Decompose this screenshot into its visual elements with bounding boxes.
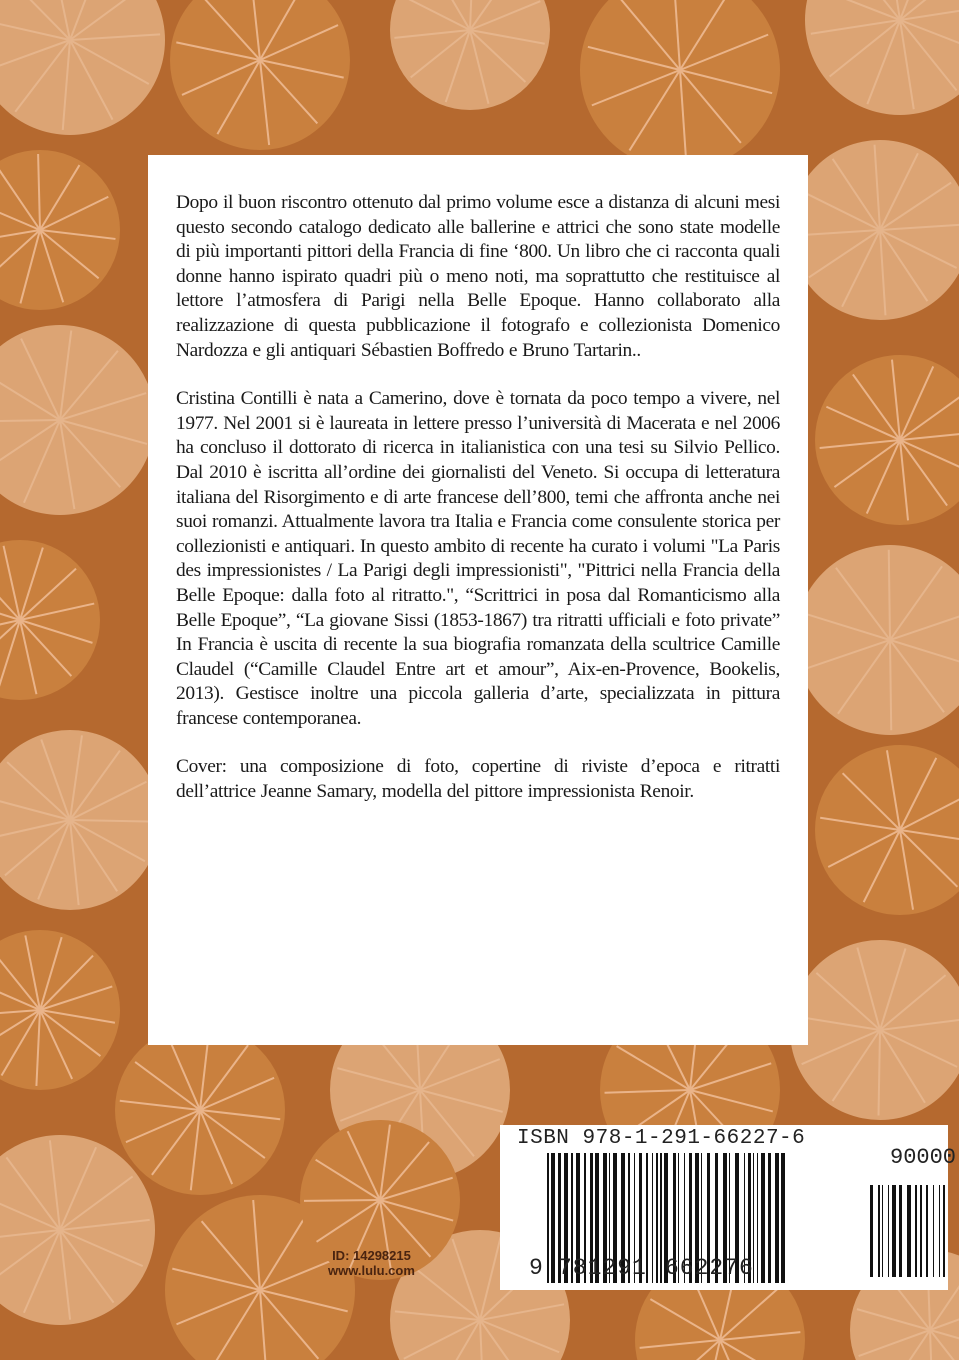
publisher-url: www.lulu.com bbox=[328, 1263, 415, 1278]
decorative-circle bbox=[0, 730, 160, 910]
barcode-bar bbox=[757, 1153, 758, 1283]
book-summary-paragraph: Dopo il buon riscontro ottenuto dal primo volume esce a distanza di alcuni mesi questo secondo catalogo dedicato alle ballerine e attrici che sono state modelle di più importanti pittori della Francia di fine ‘800. Un libro che ci racconta quali donne hanno ispirato quadri più o meno noti, ma soprattutto che restituisce al lettore l’atmosfera di Parigi nella Belle Epoque. Hanno collaborato alla realizzazione di questa pubblicazione il fotografo e collezionista Domenico Nardozza e gli antiquari Sébastien Boffredo e Bruno Tartarin.. bbox=[176, 192, 780, 361]
decorative-circle bbox=[815, 355, 959, 525]
decorative-circle bbox=[0, 325, 155, 515]
barcode-bar bbox=[939, 1185, 940, 1277]
barcode-bar bbox=[870, 1185, 873, 1277]
decorative-circle bbox=[0, 540, 100, 700]
barcode-bar bbox=[888, 1185, 889, 1277]
barcode-bar bbox=[899, 1185, 902, 1277]
barcode-bar bbox=[781, 1153, 785, 1283]
ean-first-digit: 9 bbox=[529, 1255, 544, 1281]
barcode-bar bbox=[926, 1185, 928, 1277]
decorative-circle bbox=[170, 0, 350, 150]
barcode-bar bbox=[892, 1185, 896, 1277]
barcode-bar bbox=[551, 1153, 555, 1283]
decorative-circle bbox=[0, 150, 120, 310]
decorative-circle bbox=[790, 940, 959, 1120]
barcode-bar bbox=[761, 1153, 765, 1283]
decorative-circle bbox=[795, 545, 959, 735]
decorative-circle bbox=[0, 1135, 155, 1325]
barcode-bar bbox=[933, 1185, 934, 1277]
barcode-bar bbox=[768, 1153, 771, 1283]
barcode-bar bbox=[775, 1153, 779, 1283]
ean-right-digits: 662276 bbox=[665, 1255, 754, 1281]
barcode-bar bbox=[920, 1185, 922, 1277]
cover-credit-paragraph: Cover: una composizione di foto, copertine di riviste d’epoca e ritratti dell’attrice Jeanne Samary, modella del pittore impressionista Renoir. bbox=[176, 756, 780, 803]
barcode-bar bbox=[878, 1185, 880, 1277]
decorative-circle bbox=[0, 930, 120, 1090]
decorative-circle bbox=[390, 0, 550, 110]
barcode-bar bbox=[907, 1185, 911, 1277]
decorative-circle bbox=[790, 140, 959, 320]
decorative-circle bbox=[580, 0, 780, 170]
isbn-label: ISBN 978-1-291-66227-6 bbox=[517, 1127, 806, 1150]
ean-left-digits: 781291 bbox=[558, 1255, 647, 1281]
description-panel bbox=[148, 155, 808, 1045]
barcode-bar bbox=[943, 1185, 945, 1277]
barcode-bar bbox=[656, 1153, 658, 1283]
decorative-circle bbox=[115, 1025, 285, 1195]
decorative-circle bbox=[0, 0, 165, 135]
decorative-circle bbox=[805, 0, 959, 115]
author-bio-paragraph: Cristina Contilli è nata a Camerino, dove è tornata da poco tempo a vivere, nel 1977. Nel 2001 si è laureata in lettere presso l’università di Macerata e nel 2006 ha concluso il dottorato di ricerca in italianistica con una tesi su Silvio Pellico. Dal 2010 è iscritta all’ordine dei giornalisti del Veneto. Si occupa di letteratura italiana del Risorgimento e di arte francese dell’800, temi che affronta anche nei suoi romanzi. Attualmente lavora tra Italia e Francia come consulente storica per collezionisti e antiquari. In questo ambito di recente ha curato i volumi "La Paris des impressionistes / La Parigi degli impressionisti", "Pittrici nella Francia della Belle Epoque: dalla foto al ritratto.", “Scrittrici in posa dal Romanticismo alla Belle Epoque”, “La giovane Sissi (1853-1867) tra ritratti ufficiali e foto private” In Francia è uscita di recente la sua biografia romanzata della scultrice Camille Claudel (“Camille Claudel Entre art et amour”, Aix-en-Provence, Bookelis, 2013). Gestisce inoltre una piccola galleria d’arte, specializzata in pittura francese contemporanea. bbox=[176, 388, 780, 729]
publisher-id: ID: 14298215 bbox=[332, 1248, 411, 1263]
barcode-bar bbox=[547, 1153, 549, 1283]
barcode-bar bbox=[882, 1185, 883, 1277]
price-code: 90000 bbox=[890, 1145, 957, 1170]
decorative-circle bbox=[815, 745, 959, 915]
isbn-barcode bbox=[500, 1125, 957, 1290]
barcode-bar bbox=[660, 1153, 662, 1283]
publisher-info bbox=[328, 1248, 415, 1278]
barcode-bar bbox=[652, 1153, 653, 1283]
barcode-bar bbox=[915, 1185, 917, 1277]
